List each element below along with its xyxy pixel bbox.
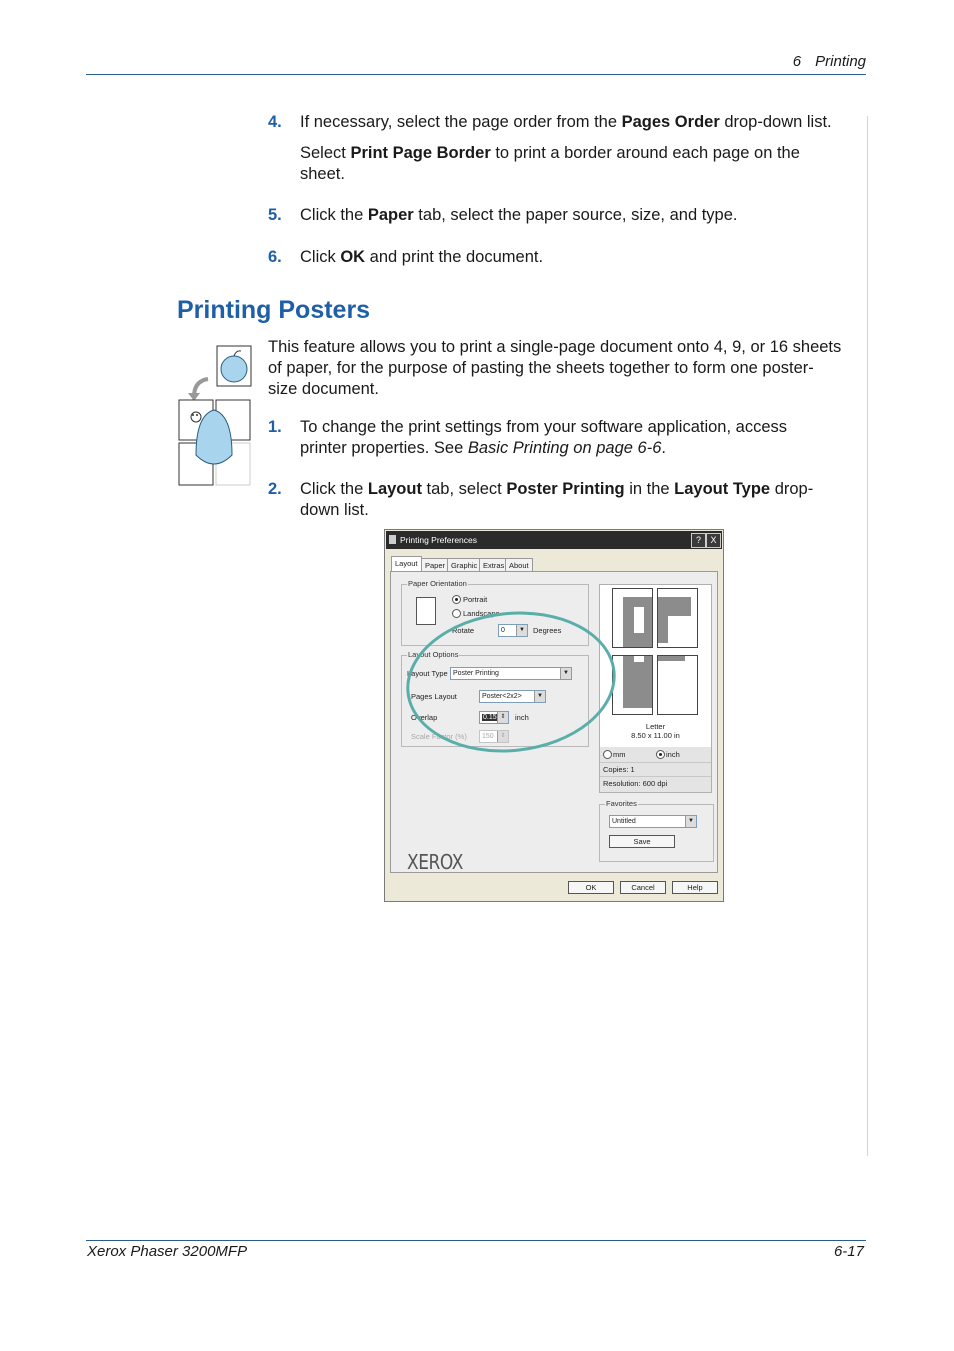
step-text: Click the	[300, 480, 368, 498]
chapter-title: Printing	[815, 53, 866, 70]
unit-mm-radio[interactable]	[603, 750, 612, 759]
favorites-select[interactable]	[609, 815, 697, 828]
note-text: to print a border around each page on the	[490, 144, 800, 162]
ui-term: Paper	[367, 206, 414, 224]
group-label: Favorites	[606, 799, 637, 808]
unit-inch-radio[interactable]	[656, 750, 665, 759]
paper-name: Letter	[645, 722, 666, 731]
overlap-value: 0.15	[483, 714, 497, 721]
resolution-readout: Resolution: 600 dpi	[603, 779, 668, 788]
spinner-arrows-icon: ⇕	[497, 712, 508, 723]
tab-layout[interactable]: Layout	[391, 556, 422, 572]
pages-layout-label: Pages Layout	[411, 692, 457, 701]
step-5	[268, 205, 738, 226]
overlap-label: Overlap	[411, 713, 438, 722]
landscape-radio[interactable]	[452, 609, 461, 618]
spinner-arrows-icon: ⇕	[497, 731, 508, 742]
ok-button[interactable]: OK	[568, 881, 614, 894]
chevron-down-icon: ▼	[534, 691, 545, 702]
cancel-button[interactable]: Cancel	[620, 881, 666, 894]
printer-icon	[389, 535, 396, 544]
step-text: tab, select	[421, 480, 507, 498]
xerox-logo: XEROX	[407, 850, 464, 874]
portrait-radio[interactable]	[452, 595, 461, 604]
preview-page	[612, 588, 653, 648]
landscape-label: Landscape	[463, 609, 500, 618]
step-number: 6.	[268, 248, 282, 266]
step-4	[268, 112, 832, 133]
ui-term: Layout	[367, 480, 422, 498]
step-text: Click	[300, 248, 341, 266]
ui-term: OK	[340, 248, 366, 266]
running-header	[793, 53, 866, 70]
group-label: Layout Options	[408, 650, 459, 659]
copies-readout: Copies: 1	[603, 765, 635, 774]
intro-line: of paper, for the purpose of pasting the sheets together to form one poster-	[268, 359, 814, 377]
portrait-label: Portrait	[463, 595, 488, 604]
unit-mm-label: mm	[613, 750, 626, 759]
step-text: in the	[624, 480, 675, 498]
ui-term: Pages Order	[621, 113, 720, 131]
step-number: 5.	[268, 206, 282, 224]
page-number: 6-17	[833, 1243, 864, 1260]
step-text: .	[661, 439, 666, 457]
help-icon[interactable]: ?	[691, 533, 706, 548]
favorites-group	[599, 799, 714, 862]
tab-about[interactable]: About	[505, 558, 533, 572]
step-text: drop-	[770, 480, 814, 498]
poster-preview	[599, 584, 712, 793]
step-number: 1.	[268, 418, 282, 436]
step-text: down list.	[300, 501, 369, 519]
step-2	[268, 479, 860, 521]
step-text: and print the document.	[365, 248, 544, 266]
intro-paragraph	[268, 337, 868, 400]
step-text: drop-down list.	[719, 113, 832, 131]
preview-page	[657, 655, 698, 715]
chevron-down-icon: ▼	[685, 816, 696, 827]
chapter-number: 6	[792, 53, 802, 70]
step-text: printer properties. See	[300, 439, 468, 457]
footer-rule	[86, 1240, 866, 1241]
dialog-title-bar	[386, 531, 722, 549]
group-label: Paper Orientation	[408, 579, 467, 588]
rotate-value: 0	[501, 627, 505, 634]
section-title: Printing Posters	[177, 296, 371, 324]
step-4-note	[300, 143, 860, 185]
note-text: sheet.	[300, 165, 345, 183]
step-6	[268, 247, 544, 268]
preview-page	[612, 655, 653, 715]
help-button[interactable]: Help	[672, 881, 718, 894]
poster-illustration-icon	[178, 345, 254, 488]
intro-line: size document.	[268, 380, 379, 398]
tab-extras[interactable]: Extras	[479, 558, 508, 572]
overlap-unit: inch	[515, 713, 529, 722]
step-number: 2.	[268, 480, 282, 498]
margin-rule	[867, 116, 868, 1156]
footer-product-name: Xerox Phaser 3200MFP	[87, 1243, 248, 1260]
step-text: If necessary, select the page order from the	[300, 113, 622, 131]
intro-line: This feature allows you to print a single-page document onto 4, 9, or 16 sheets	[268, 338, 842, 356]
dialog-title: Printing Preferences	[400, 535, 478, 545]
scale-factor-label: Scale Factor (%)	[411, 732, 467, 741]
chevron-down-icon: ▼	[516, 625, 527, 636]
preview-info-area	[600, 747, 711, 792]
note-text: Select	[300, 144, 351, 162]
ui-term: Layout Type	[674, 480, 771, 498]
step-text: Click the	[300, 206, 368, 224]
step-number: 4.	[268, 113, 282, 131]
step-1	[268, 417, 860, 459]
save-favorite-button[interactable]: Save	[609, 835, 675, 848]
preview-page	[657, 588, 698, 648]
layout-type-label: Layout Type	[407, 669, 448, 678]
step-text: tab, select the paper source, size, and type.	[413, 206, 738, 224]
layout-type-value: Poster Printing	[453, 670, 499, 677]
portrait-page-icon	[416, 597, 436, 625]
unit-inch-label: inch	[666, 750, 680, 759]
close-icon[interactable]: X	[706, 533, 721, 548]
cross-reference-link[interactable]: Basic Printing on page 6-6	[467, 439, 662, 457]
paper-size: 8.50 x 11.00 in	[631, 731, 680, 740]
header-rule	[86, 74, 866, 75]
pages-layout-value: Poster<2x2>	[482, 693, 522, 700]
scale-factor-value: 150	[482, 733, 494, 740]
rotate-label: Rotate	[452, 626, 475, 635]
ui-term: Poster Printing	[506, 480, 625, 498]
ui-term: Print Page Border	[350, 144, 491, 162]
favorites-value: Untitled	[612, 818, 636, 825]
tab-paper[interactable]: Paper	[421, 558, 449, 572]
chevron-down-icon: ▼	[560, 668, 571, 679]
degrees-label: Degrees	[533, 626, 562, 635]
tab-graphic[interactable]: Graphic	[447, 558, 481, 572]
step-text: To change the print settings from your software application, access	[300, 418, 787, 436]
